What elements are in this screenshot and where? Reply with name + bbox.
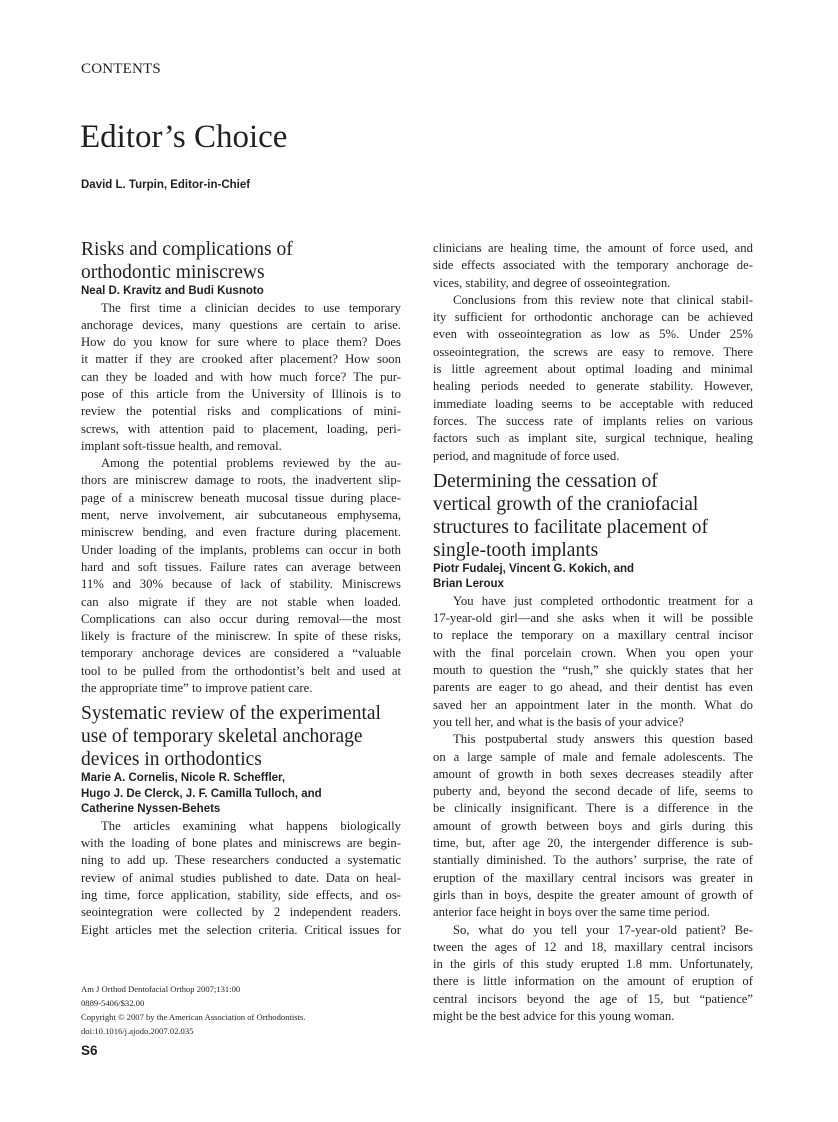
right-column [433,240,753,1025]
paragraph: You have just completed orthodontic treatment for a 17-year-old girl—and she asks when it will be possible to replace the temporary on a maxillary central incisor with the final porcelain crown. When you open your mouth to question the “rush,” she quickly states that her parents are eager to go ahead, and their dentist has even saved her an appointment later in the month. What do you tell her, and what is the basis of your advice? [433,593,753,729]
page-number: S6 [81,1043,98,1058]
paragraph: The articles examining what happens biologically with the loading of bone plates and miniscrews are begin- ning to add up. These researchers conducted a systematic review of animal studies published to date. Data on heal- ing time, force application, stability, side effects, and os- seointegration were collected by 2 independent readers. Eight articles met the selection criteria. Critical issues for [81,818,401,937]
article-systematic-review-continued [433,240,753,465]
journal-citation: Am J Orthod Dentofacial Orthop 2007;131:00 [81,984,241,994]
title-line: orthodontic miniscrews [81,262,265,283]
article-authors: Marie A. Cornelis, Nicole R. Scheffler, Hugo J. De Clerck, J. F. Camilla Tulloch, and Catherine Nyssen-Behets [81,772,322,816]
paragraph: The first time a clinician decides to use temporary anchorage devices, many questions are certain to arise. How do you know for sure where to place them? Does it matter if they are crooked after placement? How soon can they be loaded and with how much force? The pur- pose of this article from the University of Illinois is to review the potential risks and complications of mini- screws, with attention paid to placement, loading, peri- implant soft-tissue health, and removal. [81,300,401,453]
editor-byline: David L. Turpin, Editor-in-Chief [81,179,251,191]
doi: doi:10.1016/j.ajodo.2007.02.035 [81,1026,194,1036]
title-line: Risks and complications of [81,239,293,260]
section-label: CONTENTS [81,61,161,77]
article-authors: Piotr Fudalej, Vincent G. Kokich, and Brian Leroux [433,562,635,591]
paragraph: This postpubertal study answers this question based on a large sample of male and female adolescents. The amount of growth in both sexes decreases steadily after puberty and, beyond the second decade of life, seems to be clinically insignificant. There is a difference in the amount of growth between boys and girls during this time, but, after age 20, the intergender difference is sub- stantially diminished. To the authors’ surprise, the rate of eruption of the maxillary central incisors was greater in girls than in boys, despite the greater amount of growth of anterior face height in boys over the same time period. [433,732,753,920]
issn-price: 0889-5406/$32.00 [81,998,145,1008]
article-vertical-growth-cessation [433,470,753,1025]
article-title: Systematic review of the experimental use of temporary skeletal anchorage devices in orthodontics [81,703,381,771]
left-column [81,238,401,939]
paragraph: So, what do you tell your 17-year-old patient? Be- tween the ages of 12 and 18, maxillary central incisors in the girls of this study erupted 1.8 mm. Unfortunately, there is little information on the amount of eruption of central incisors beyond the age of 15, but “patience” might be the best advice for this young woman. [433,922,753,1023]
paragraph: Among the potential problems reviewed by the au- thors are miniscrew damage to roots, the inadvertent slip- page of a miniscrew beneath mucosal tissue during place- ment, nerve involvement, air subcutaneous emphysema, miniscrew bending, and even fracture during placement. Under loading of the implants, problems can occur in both hard and soft tissues. Failure rates can average between 11% and 30% because of lack of stability. Miniscrews can also migrate if they are not stable when loaded. Complications can also occur during removal—the most likely is fracture of the miniscrew. In spite of these risks, temporary anchorage devices are considered a “valuable tool to be pulled from the orthodontist’s belt and used at the appropriate time” to improve patient care. [81,456,401,696]
citation-footer [81,982,305,1038]
page-title: Editor’s Choice [80,119,288,155]
article-title [81,238,401,284]
copyright-notice: Copyright © 2007 by the American Association of Orthodontists. [81,1012,306,1022]
article-title: Determining the cessation of vertical growth of the craniofacial structures to facilitate placement of single-tooth implants [433,470,709,561]
article-systematic-review-tads [81,702,401,939]
article-risks-miniscrews [81,238,401,697]
article-authors: Neal D. Kravitz and Budi Kusnoto [81,285,264,297]
paragraph: clinicians are healing time, the amount of force used, and side effects associated with the temporary anchorage de- vices, stability, and degree of osseointegration. [433,241,753,290]
paragraph: Conclusions from this review note that clinical stabil- ity sufficient for orthodontic anchorage can be achieved even with osseointegration as low as 5%. Under 25% osseointegration, the screws are easy to remove. There is little agreement about optimal loading and minimal healing periods needed to generate stability. However, immediate loading seems to be acceptable with reduced forces. The success rate of implants relies on various factors such as implant site, surgical technique, healing period, and magnitude of force used. [433,292,753,463]
